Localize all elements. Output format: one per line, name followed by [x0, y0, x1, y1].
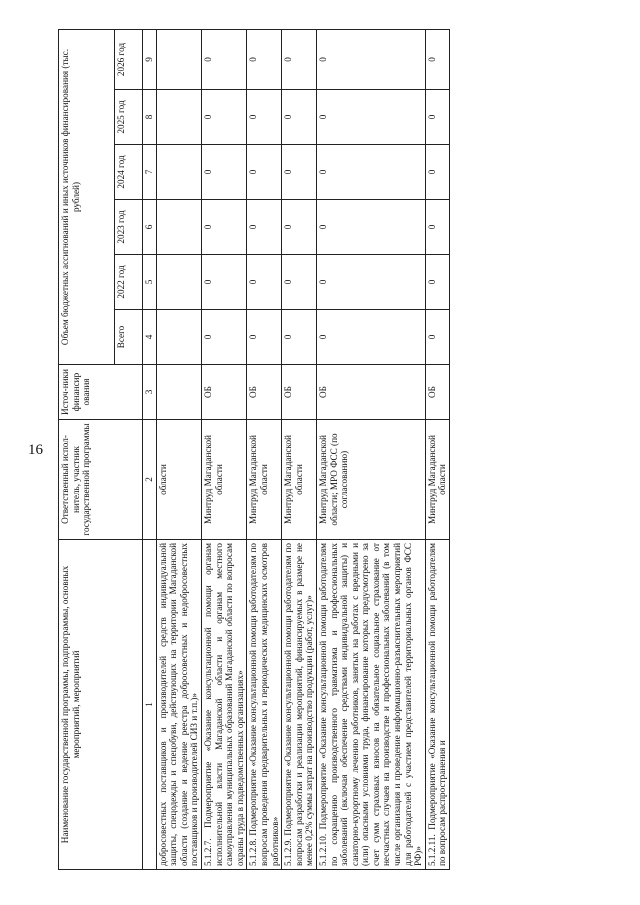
- col-number: 5: [143, 255, 157, 310]
- value-2024: 0: [282, 145, 317, 200]
- col-number: 8: [143, 90, 157, 145]
- row-source: ОБ: [316, 365, 425, 420]
- col-number: 3: [143, 365, 157, 420]
- page-number: 16: [28, 442, 43, 458]
- row-source: [156, 365, 201, 420]
- rotated-page-content: [58, 30, 588, 870]
- col-number: 2: [143, 420, 157, 540]
- header-total: Всего: [115, 310, 143, 365]
- header-responsible: Ответственный испол-нитель, участник государственной программы: [59, 420, 143, 540]
- row-responsible: Минтруд Магаданской области; МРО ФСС (по согласованию): [316, 420, 425, 540]
- value-2022: 0: [425, 255, 449, 310]
- row-name: добросовестных поставщиков и производителей средств индивидуальной защиты, спецодежды и спецобуви, действующих на территории Магаданской области (создание и ведение реестра добросовестных и недобросовестных поставщиков и производителей СИЗ и т.п.)»: [156, 540, 201, 870]
- value-2022: 0: [247, 255, 282, 310]
- value-2022: 0: [316, 255, 425, 310]
- value-2023: 0: [201, 200, 246, 255]
- table-row: [316, 30, 425, 870]
- row-name: 5.1.2.7. Подмероприятие «Оказание консультационной помощи органам исполнительной власти Магаданской области и органам местного самоуправления муниципальных образований Магаданской области по вопросам охраны труда в подведомственных организациях»: [201, 540, 246, 870]
- value-2024: 0: [247, 145, 282, 200]
- value-2026: 0: [425, 30, 449, 90]
- value-total: 0: [201, 310, 246, 365]
- value-2026: 0: [316, 30, 425, 90]
- row-name: 5.1.2.10. Подмероприятие «Оказание консультационной помощи работодателям по сокращению производственного травматизма и профессиональных заболеваний (включая обеспечение средствами индивидуальной защиты) и санаторно-курортному лечению работников, занятых на работах с вредными и (или) опасными условиями труда, финансирование которых предусмотрено за счет сумм страховых взносов на обязательное социальное страхование от несчастных случаев на производстве и профессиональных заболеваний (в том числе организация и проведение информационно-разъяснительных мероприятий для работодателей с участием представителей территориальных органов ФСС РФ)»: [316, 540, 425, 870]
- header-source: Источ-ники финансир ования: [59, 365, 143, 420]
- value-2022: 0: [201, 255, 246, 310]
- table-row: [247, 30, 282, 870]
- value-2024: 0: [201, 145, 246, 200]
- header-year-2023: 2023 год: [115, 200, 143, 255]
- table-row: [282, 30, 317, 870]
- table-row: [156, 30, 201, 870]
- value-total: 0: [247, 310, 282, 365]
- value-2026: 0: [201, 30, 246, 90]
- value-2023: 0: [247, 200, 282, 255]
- header-funding-group: Объем бюджетных ассигнований и иных источников финансирования (тыс. рублей): [59, 30, 115, 365]
- value-2023: 0: [316, 200, 425, 255]
- col-number: 7: [143, 145, 157, 200]
- header-year-2026: 2026 год: [115, 30, 143, 90]
- funding-table: [58, 29, 450, 870]
- row-name: 5.1.2.8. Подмероприятие «Оказание консультационной помощи работодателям по вопросам проведения предварительных и периодических медицинских осмотров работников»: [247, 540, 282, 870]
- row-source: ОБ: [201, 365, 246, 420]
- col-number: 6: [143, 200, 157, 255]
- row-responsible: области: [156, 420, 201, 540]
- value-2023: 0: [282, 200, 317, 255]
- header-year-2025: 2025 год: [115, 90, 143, 145]
- col-number: 9: [143, 30, 157, 90]
- value-2024: 0: [316, 145, 425, 200]
- value-2024: 0: [425, 145, 449, 200]
- row-responsible: Минтруд Магаданской области: [282, 420, 317, 540]
- row-name: 5.1.2.11. Подмероприятие «Оказание консультационной помощи работодателям по вопросам распространения и: [425, 540, 449, 870]
- value-2025: 0: [201, 90, 246, 145]
- header-year-2022: 2022 год: [115, 255, 143, 310]
- row-responsible: Минтруд Магаданской области: [247, 420, 282, 540]
- value-total: 0: [425, 310, 449, 365]
- value-total: 0: [282, 310, 317, 365]
- table-row: [425, 30, 449, 870]
- row-name: 5.1.2.9. Подмероприятие «Оказание консультационной помощи работодателям по вопросам разработки и реализации мероприятий, финансируемых в размере не менее 0,2% суммы затрат на производство продукции (работ, услуг)»: [282, 540, 317, 870]
- row-responsible: Минтруд Магаданской области: [201, 420, 246, 540]
- value-2022: 0: [282, 255, 317, 310]
- row-responsible: Минтруд Магаданской области: [425, 420, 449, 540]
- row-source: ОБ: [425, 365, 449, 420]
- value-2025: 0: [425, 90, 449, 145]
- value-2026: 0: [247, 30, 282, 90]
- value-2025: 0: [316, 90, 425, 145]
- value-2023: 0: [425, 200, 449, 255]
- value-2025: 0: [282, 90, 317, 145]
- col-number: 1: [143, 540, 157, 870]
- row-source: ОБ: [247, 365, 282, 420]
- table-row: [201, 30, 246, 870]
- header-year-2024: 2024 год: [115, 145, 143, 200]
- value-2025: 0: [247, 90, 282, 145]
- header-name: Наименование государственной программы, подпрограммы, основных мероприятий, мероприятий: [59, 540, 143, 870]
- col-number: 4: [143, 310, 157, 365]
- value-2026: 0: [282, 30, 317, 90]
- row-source: ОБ: [282, 365, 317, 420]
- value-total: 0: [316, 310, 425, 365]
